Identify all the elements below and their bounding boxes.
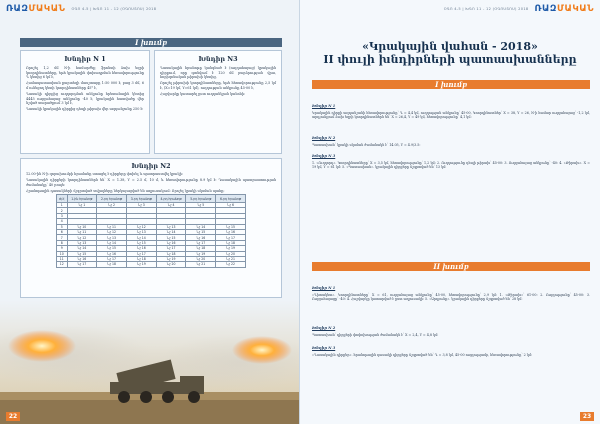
table-cell: 12: [57, 262, 68, 267]
table-cell: 3: [57, 213, 68, 218]
problem3-line: Որոշել թիրախի կոորդինատները, եթե հեռավորությունը 2,5 կմ է, (X=19 կմ, Y=61 կմ), ուղղության անկյունը 45-00 է,: [160, 81, 276, 90]
left-page-number: 22: [6, 412, 20, 421]
group1-bar: I խումբ: [312, 80, 590, 89]
title-line2: II փուլի խնդիրների պատասխանները: [323, 53, 577, 66]
table-cell: Նշ 17: [97, 256, 127, 261]
table-cell: Նշ 15: [97, 246, 127, 251]
table-cell: Նշ 17: [67, 262, 97, 267]
answer-text: Կրակային դիրքի ազդանշանի հեռավորությունը՝ Դ = 4,4 կմ, ուղղության անկյունը՝ 45-00, Կոորդինատներ՝ X = 38, Y = 26, N-ի համար ուղղահայաց՝ -1,2 կմ, արդյունքում ձախ եզրի կոորդինատներն են՝ X = 26,4, Y = 49 կմ, հեռավորությունը՝ 4,1 կմ։: [312, 111, 590, 120]
problem2-line: Հրանոթային դասակների ճշգրտված տվյալները ներկայացված են աղյուսակում։ Որոշել կրակի սկսման պահը։: [26, 188, 225, 193]
table-cell: Նշ 12: [67, 235, 97, 240]
rocket-launch-illustration: [0, 300, 300, 424]
answer-g2-q3: [312, 334, 590, 357]
table-cell: 10: [57, 251, 68, 256]
group2-bar: II խումբ: [312, 262, 590, 271]
answer-g2-q1: [312, 274, 590, 302]
table-cell: Նշ 4: [156, 203, 186, 208]
issue-info: ՕԳՈ 4-5 | ԽԳՈ 11 - 12 (ՕԳՈՍՏՈՍ) 2018: [71, 7, 157, 11]
table-header-cell: 5-րդ հրանոթ: [186, 195, 216, 203]
table-cell: Նշ 3: [126, 203, 156, 208]
table-cell: 6: [57, 229, 68, 234]
table-cell: Նշ 19: [126, 262, 156, 267]
table-header-cell: 2-րդ հրանոթ: [97, 195, 127, 203]
left-running-header: [6, 2, 162, 16]
magazine-logo: ՌԱԶՄԱԿԱՆ: [534, 4, 594, 14]
table-cell: Նշ 13: [156, 224, 186, 229]
table-header-cell: 3-րդ հրանոթ: [126, 195, 156, 203]
table-cell: Նշ 19: [156, 256, 186, 261]
problem3-text: [160, 66, 276, 97]
table-cell: Նշ 20: [186, 256, 216, 261]
table-cell: Նշ 17: [186, 240, 216, 245]
table-cell: Նշ 18: [126, 256, 156, 261]
table-cell: Նշ 12: [126, 224, 156, 229]
table-cell: Նշ 15: [186, 229, 216, 234]
table-cell: Նշ 18: [186, 246, 216, 251]
table-header-cell: 1-ին հրանոթ: [67, 195, 97, 203]
table-cell: Նշ 21: [216, 256, 246, 261]
section-bar-group1: I խումբ: [20, 38, 282, 47]
table-cell: Նշ 20: [216, 251, 246, 256]
table-cell: Նշ 16: [216, 229, 246, 234]
table-cell: Նշ 11: [97, 224, 127, 229]
table-cell: Նշ 15: [156, 235, 186, 240]
table-cell: Նշ 6: [216, 203, 246, 208]
table-cell: Նշ 11: [67, 229, 97, 234]
table-cell: Նշ 21: [186, 262, 216, 267]
magazine-logo: ՌԱԶՄԱԿԱՆ: [6, 4, 66, 14]
table-cell: 2: [57, 208, 68, 213]
answer-tag: Խնդիր N 2: [312, 136, 336, 140]
table-cell: Նշ 14: [67, 246, 97, 251]
problem1-line: Որոշել 1,2 մմ N-ի համարժեք ֆրոնտի ձախ եզրի կոորդինատները, եթե կրակային փոխադրման հեռավորությունը Դ կետից 6 կմ է,: [26, 66, 144, 80]
answer-text: 1. «Ուղղորդ». Կոորդինատները՝ X = 3,5 կմ, հեռավորությունը՝ 1,2 կմ։ 2. Ուղղությունը դեպի թիրախ՝ 45-00։ 3. Ուղղահայաց անկյունը՝ -40։ 4. «Թիրախ». X = 19 կմ, Y = 61 կմ։ 5. «Պատասխան». կրակային դիրքերը ճշգրտված են՝ 13 կմ։: [312, 161, 590, 170]
answer-text: «Դասակային դիրքեր». հրանոթային դասակի դիրքերը ճշգրտված են՝ Դ = 3,8 կմ, 45-00 ուղղությամբ, հեռավորությունը՝ 2 կմ։: [312, 353, 533, 357]
table-cell: Նշ 15: [67, 251, 97, 256]
answer-tag: Խնդիր N 1: [312, 286, 336, 290]
table-cell: Նշ 1: [67, 203, 97, 208]
problem1-line: Համապատասխան քարտեզի մասշտաբը 1:50 000 է, բաց 3 մմ, 6 մ ունեցող կետի կոորդինատները 45° է,: [26, 81, 144, 90]
title-line1: «Կրակային վահան - 2018»: [362, 40, 538, 53]
right-page-number: 23: [580, 412, 594, 421]
table-cell: Նշ 17: [216, 235, 246, 240]
table-cell: Նշ 18: [97, 262, 127, 267]
table-cell: Նշ 22: [216, 262, 246, 267]
problem1-line: Դասակի դիրքից ուղղորդման անկյունը հրետանային կետից 4445 ուղղահայաց անկյունը -40 է, կրակային հատվածը վեր նշված տարածքում 3 կմ է,: [26, 91, 144, 106]
problem1-box: [20, 50, 150, 154]
table-cell: Նշ 14: [97, 240, 127, 245]
article-title: [310, 40, 590, 66]
answer-tag: Խնդիր N 3: [312, 154, 336, 158]
answer-text: Պատասխան՝ կրակի սկսման ժամանակն է՝ 14.05, Y = 4.9/3.5։: [312, 143, 421, 147]
table-header-cell: 4-րդ հրանոթ: [156, 195, 186, 203]
table-cell: Նշ 13: [67, 240, 97, 245]
answer-text: «Դիտակետ». Կոորդինատները՝ X = 61, ուղղահայաց անկյունը՝ 45-00, հեռավորությունը՝ 2,9 կմ։ 1. «Թիրախ»՝ 61-00։ 2. Ուղղությունը՝ 45-00։ 3. Ուղղահայացը՝ -40։ 4. Հաշվարկը կատարված է ըստ աղյուսակի։ 5. «Արդյունք». կրակային դիրքերը ճշգրտված են՝ 28 կմ։: [312, 293, 590, 302]
table-cell: Նշ 18: [216, 240, 246, 245]
table-header-row: [57, 195, 246, 203]
problem2-title: Խնդիր N2: [131, 162, 171, 170]
table-cell: 7: [57, 235, 68, 240]
table-header-cell: 6-րդ հրանոթ: [216, 195, 246, 203]
problem3-title: Խնդիր N3: [198, 55, 238, 63]
table-cell: Նշ 14: [156, 229, 186, 234]
table-cell: Նշ 14: [186, 224, 216, 229]
problem2-line: Դասակային դիրքերի կոորդինատներն են՝ X = 1.38, Y = 2.5 մ, 10 մ, և հեռավորությունը 8.9 կմ է։ Դասակային պատրաստության ժամանակը՝ 40 րոպե։: [26, 178, 276, 187]
problem1-line: Դասակի կրակային դիրքից դեպի թիրախ վեր ազդանշանը 250 է։: [26, 107, 144, 112]
table-cell: 11: [57, 256, 68, 261]
table-cell: Նշ 16: [67, 256, 97, 261]
table-cell: Նշ 19: [186, 251, 216, 256]
answer-tag: Խնդիր N 3: [312, 346, 336, 350]
answer-g1-q3: [312, 142, 590, 170]
table-cell: Նշ 5: [186, 203, 216, 208]
table-cell: Նշ 13: [97, 235, 127, 240]
table-header-cell: Ժ/Հ: [57, 195, 68, 203]
table-cell: Նշ 16: [126, 246, 156, 251]
table-cell: Նշ 16: [97, 251, 127, 256]
table-cell: Նշ 20: [156, 262, 186, 267]
table-cell: Նշ 15: [126, 240, 156, 245]
gun-data-table: [56, 194, 246, 268]
table-cell: 1: [57, 203, 68, 208]
table-cell: Նշ 16: [186, 235, 216, 240]
table-cell: Նշ 18: [156, 251, 186, 256]
problem1-text: [26, 66, 144, 112]
table-row: [57, 262, 246, 267]
problem2-text: [26, 172, 276, 193]
table-cell: Նշ 2: [97, 203, 127, 208]
table-cell: 8: [57, 240, 68, 245]
rocket-launch-photo: [0, 300, 300, 424]
table-cell: Նշ 17: [126, 251, 156, 256]
table-cell: Նշ 17: [156, 246, 186, 251]
answer-text: Պատասխան՝ դիրքերի փոփոխության ժամանակն է՝ X = 2,4, Y = 4,8 կմ։: [312, 333, 439, 337]
table-cell: Նշ 12: [97, 229, 127, 234]
right-running-header: [438, 2, 594, 16]
table-cell: 5: [57, 224, 68, 229]
table-body: [57, 203, 246, 268]
table-cell: 9: [57, 246, 68, 251]
table-cell: Նշ 13: [126, 229, 156, 234]
answer-g1-q1: [312, 92, 590, 120]
answer-tag: Խնդիր N 2: [312, 326, 336, 330]
problem3-box: [154, 50, 282, 154]
problem2-line: 12.00-ին N-ի զորախումբի հրամանը ստացել է դիրքերը փոխել և պատրաստվել կրակի։: [26, 172, 183, 176]
table-cell: Նշ 19: [216, 246, 246, 251]
table-cell: 4: [57, 219, 68, 224]
table-cell: Նշ 10: [67, 224, 97, 229]
table-cell: Նշ 15: [216, 224, 246, 229]
issue-info: ՕԳՈ 4-5 | ԽԳՈ 11 - 12 (ՕԳՈՍՏՈՍ) 2018: [443, 7, 529, 11]
table-cell: Նշ 16: [156, 240, 186, 245]
problem3-line: Հաշվարկը կատարել ըստ ուղղանկյան կանոնի։: [160, 91, 246, 96]
answer-tag: Խնդիր N 1: [312, 104, 336, 108]
right-page: [300, 0, 600, 424]
table-cell: Նշ 14: [126, 235, 156, 240]
problem1-title: Խնդիր N 1: [64, 55, 106, 63]
problem3-line: Դասակային հրանոթը կանգնած է (ուղղահայաց) կրակային դիրքում, որը գտնվում է 120 մմ բարձրության վրա, հորիզոնական թիրախի կետից,: [160, 66, 276, 80]
